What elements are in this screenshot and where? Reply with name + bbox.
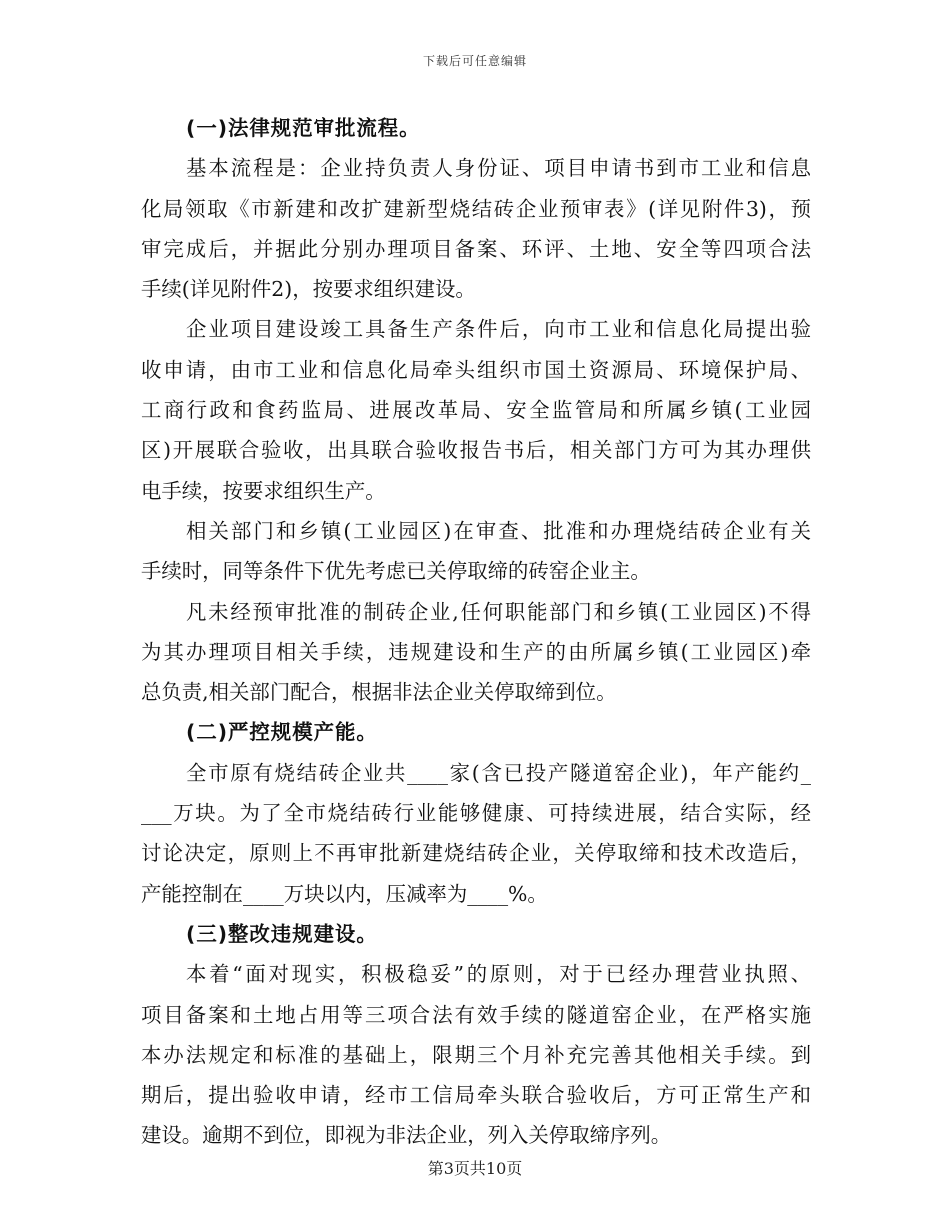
paragraph-line: 企业项目建设竣工具备生产条件后，向市工业和信息化局提出验 [186,317,811,342]
paragraph-line: 收申请，由市工业和信息化局牵头组织市国土资源局、环境保护局、 [141,357,811,382]
section-heading-3: (三)整改违规建设。 [186,921,378,946]
page-number: 第3页共10页 [427,1159,523,1178]
paragraph-line: 讨论决定，原则上不再审批新建烧结砖企业，关停取缔和技术改造后， [141,841,811,866]
paragraph-line: 产能控制在____万块以内，压减率为____%。 [141,881,548,906]
paragraph-line: 本办法规定和标准的基础上，限期三个月补充完善其他相关手续。到 [141,1042,811,1067]
paragraph-line: 相关部门和乡镇(工业园区)在审查、批准和办理烧结砖企业有关 [186,518,811,543]
paragraph-line: 本着“面对现实，积极稳妥”的原则，对于已经办理营业执照、 [186,962,811,987]
paragraph-line: 项目备案和土地占用等三项合法有效手续的隧道窑企业，在严格实施 [141,1002,811,1027]
paragraph-line: 总负责,相关部门配合，根据非法企业关停取缔到位。 [141,680,617,705]
paragraph-line: 工商行政和食药监局、进展改革局、安全监管局和所属乡镇(工业园 [141,398,811,423]
paragraph-line: 手续时，同等条件下优先考虑已关停取缔的砖窑企业主。 [141,559,651,584]
paragraph-line: 建设。逾期不到位，即视为非法企业，列入关停取缔序列。 [141,1123,672,1148]
paragraph-line: 为其办理项目相关手续，违规建设和生产的由所属乡镇(工业园区)牵 [141,639,811,664]
paragraph-line: 凡未经预审批准的制砖企业,任何职能部门和乡镇(工业园区)不得 [186,599,811,624]
page-header-note: 下载后可任意编辑 [422,54,527,68]
paragraph-line: 全市原有烧结砖企业共____家(含已投产隧道窑企业)，年产能约_ [186,760,811,785]
section-heading-2: (二)严控规模产能。 [186,720,378,745]
paragraph-line: 基本流程是：企业持负责人身份证、项目申请书到市工业和信息 [186,156,811,181]
paragraph-line: 电手续，按要求组织生产。 [141,478,386,503]
paragraph-line: 手续(详见附件2)，按要求组织建设。 [141,277,476,302]
paragraph-line: 化局领取《市新建和改扩建新型烧结砖企业预审表》(详见附件3)，预 [141,196,811,221]
paragraph-line: 审完成后，并据此分别办理项目备案、环评、土地、安全等四项合法 [141,236,811,261]
paragraph-line: ___万块。为了全市烧结砖行业能够健康、可持续进展，结合实际，经 [141,801,811,826]
document-body [141,108,811,1156]
section-heading-1: (一)法律规范审批流程。 [186,116,421,140]
paragraph-line: 期后，提出验收申请，经市工信局牵头联合验收后，方可正常生产和 [141,1083,811,1108]
paragraph-line: 区)开展联合验收，出具联合验收报告书后，相关部门方可为其办理供 [141,438,811,463]
